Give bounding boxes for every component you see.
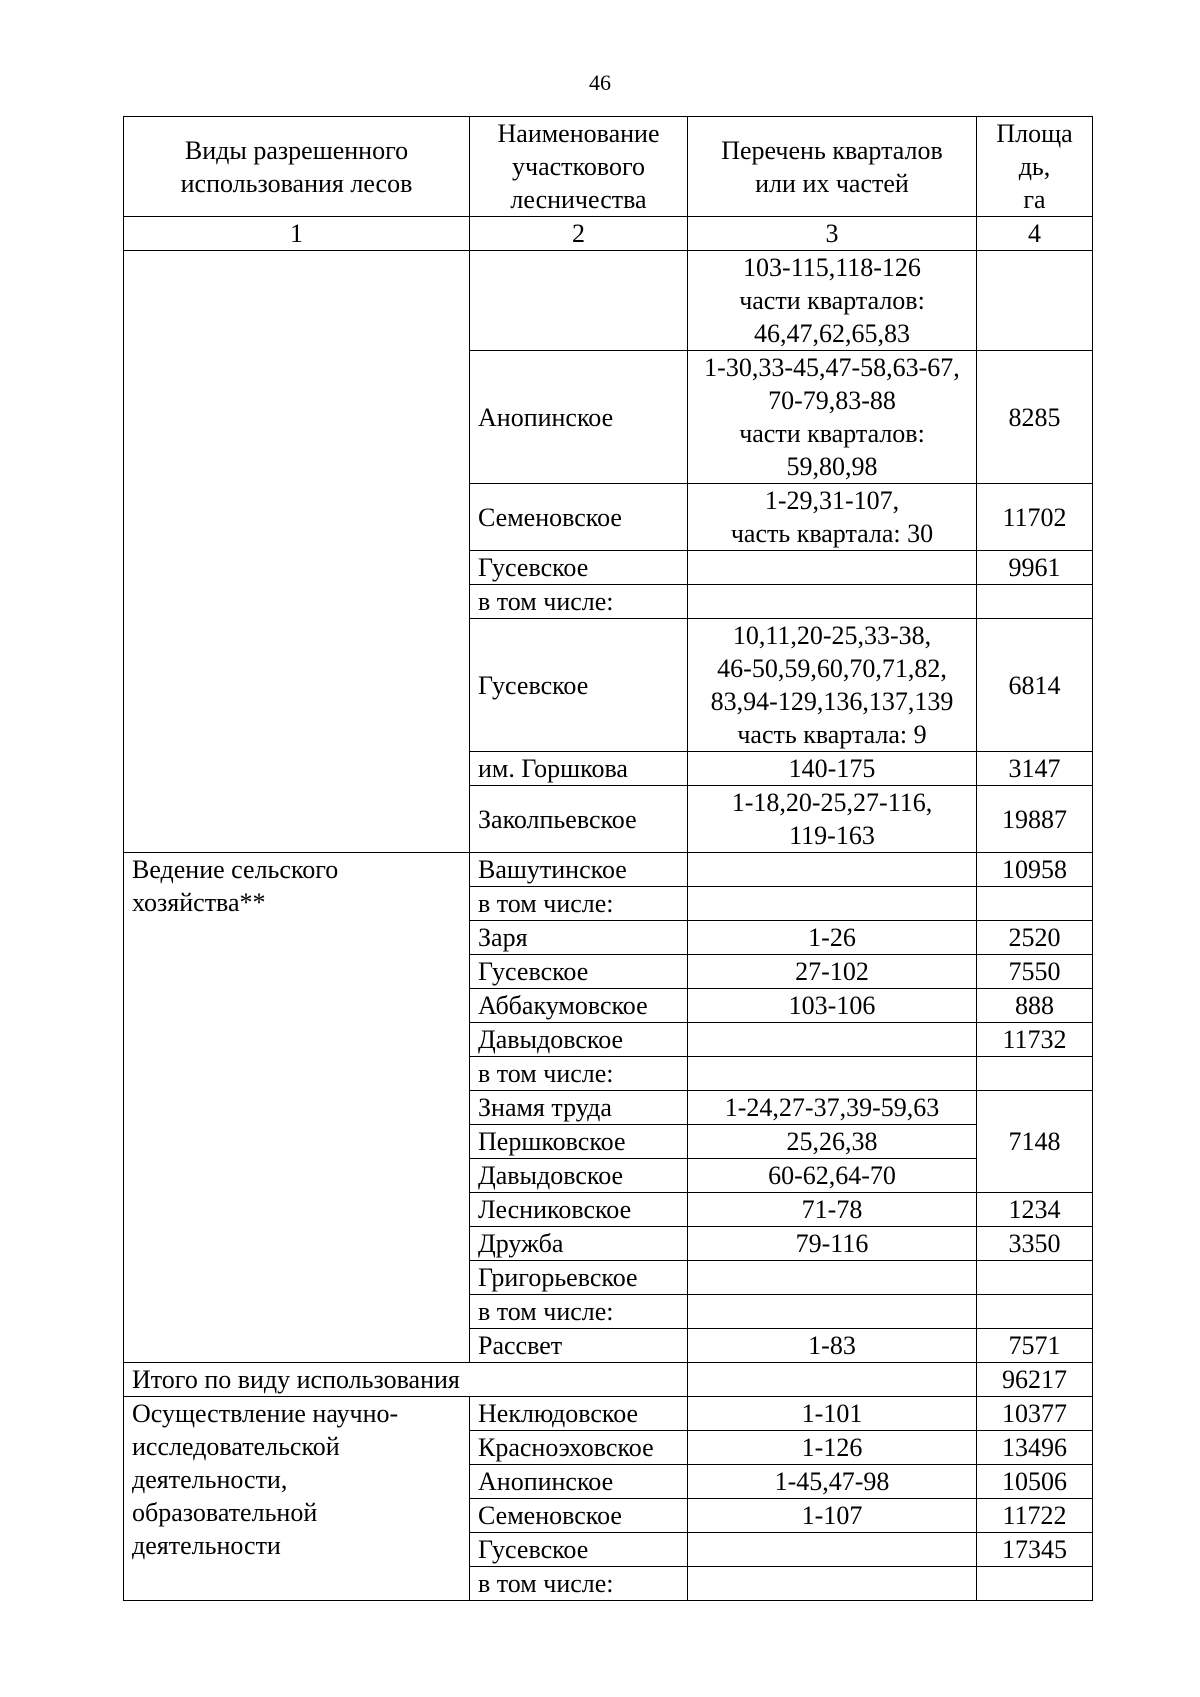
table-column-numbers-row [124,217,1093,251]
area-cell: 6814 [977,619,1093,752]
area-cell: 1234 [977,1193,1093,1227]
quarters-cell [688,1295,977,1329]
quarters-cell: 1-126 [688,1431,977,1465]
area-cell: 7571 [977,1329,1093,1363]
area-cell: 19887 [977,786,1093,853]
use-type-cell [124,251,470,853]
area-cell: 10377 [977,1397,1093,1431]
area-cell: 888 [977,989,1093,1023]
forest-use-table [123,116,1093,1601]
quarters-cell: 1-107 [688,1499,977,1533]
header-forestry-name: Наименование участкового лесничества [470,117,688,217]
quarters-cell: 1-26 [688,921,977,955]
quarters-cell: 25,26,38 [688,1125,977,1159]
forestry-cell: Давыдовское [470,1159,688,1193]
header-use-type: Виды разрешенного использования лесов [124,117,470,217]
quarters-cell [688,585,977,619]
quarters-cell: 1-18,20-25,27-116, 119-163 [688,786,977,853]
area-cell [977,1567,1093,1601]
total-label-cell: Итого по виду использования [124,1363,688,1397]
total-area-cell: 96217 [977,1363,1093,1397]
area-cell: 8285 [977,351,1093,484]
column-number: 4 [977,217,1093,251]
quarters-cell: 71-78 [688,1193,977,1227]
quarters-cell: 1-83 [688,1329,977,1363]
forestry-cell: Гусевское [470,1533,688,1567]
use-type-cell: Ведение сельского хозяйства** [124,853,470,1363]
quarters-cell: 79-116 [688,1227,977,1261]
column-number: 2 [470,217,688,251]
forestry-cell: Заря [470,921,688,955]
area-cell: 3350 [977,1227,1093,1261]
quarters-cell: 10,11,20-25,33-38, 46-50,59,60,70,71,82, 83,94-129,136,137,139 часть квартала: 9 [688,619,977,752]
use-type-cell: Осуществление научно- исследовательской деятельности, образовательной деятельности [124,1397,470,1601]
area-cell [977,1261,1093,1295]
table-row [124,251,1093,351]
quarters-cell [688,853,977,887]
page-number: 46 [589,70,611,95]
area-cell: 11702 [977,484,1093,551]
quarters-cell: 1-30,33-45,47-58,63-67, 70-79,83-88 части кварталов: 59,80,98 [688,351,977,484]
forestry-cell: Семеновское [470,484,688,551]
quarters-cell [688,1567,977,1601]
quarters-cell: 103-106 [688,989,977,1023]
quarters-cell [688,1533,977,1567]
header-quarters-list: Перечень кварталов или их частей [688,117,977,217]
forestry-cell: Вашутинское [470,853,688,887]
area-cell: 3147 [977,752,1093,786]
forestry-cell: в том числе: [470,585,688,619]
column-number: 3 [688,217,977,251]
area-cell [977,1057,1093,1091]
forestry-cell: Дружба [470,1227,688,1261]
quarters-cell [688,1261,977,1295]
area-cell: 11722 [977,1499,1093,1533]
quarters-cell [688,1023,977,1057]
quarters-cell: 60-62,64-70 [688,1159,977,1193]
area-cell [977,585,1093,619]
area-cell: 2520 [977,921,1093,955]
area-cell [977,887,1093,921]
quarters-cell: 1-29,31-107, часть квартала: 30 [688,484,977,551]
area-cell: 7148 [977,1091,1093,1193]
area-cell: 9961 [977,551,1093,585]
area-cell [977,251,1093,351]
forestry-cell: Гусевское [470,551,688,585]
forestry-cell: Семеновское [470,1499,688,1533]
quarters-cell: 27-102 [688,955,977,989]
quarters-cell [688,1363,977,1397]
quarters-cell: 1-45,47-98 [688,1465,977,1499]
forestry-cell: Гусевское [470,955,688,989]
area-cell [977,1295,1093,1329]
area-cell: 10506 [977,1465,1093,1499]
forestry-cell: в том числе: [470,1295,688,1329]
forestry-cell: Рассвет [470,1329,688,1363]
quarters-cell: 1-101 [688,1397,977,1431]
area-cell: 17345 [977,1533,1093,1567]
forestry-cell: Григорьевское [470,1261,688,1295]
forestry-cell: в том числе: [470,887,688,921]
table-row [124,1397,1093,1431]
area-cell: 11732 [977,1023,1093,1057]
quarters-cell: 1-24,27-37,39-59,63 [688,1091,977,1125]
forestry-cell: Лесниковское [470,1193,688,1227]
forestry-cell: в том числе: [470,1567,688,1601]
quarters-cell [688,1057,977,1091]
forestry-cell: Давыдовское [470,1023,688,1057]
forestry-cell: Неклюдовское [470,1397,688,1431]
forestry-cell: Знамя труда [470,1091,688,1125]
area-cell: 13496 [977,1431,1093,1465]
forestry-cell: им. Горшкова [470,752,688,786]
forestry-cell: Першковское [470,1125,688,1159]
forestry-cell [470,251,688,351]
quarters-cell: 103-115,118-126 части кварталов: 46,47,62,65,83 [688,251,977,351]
table-total-row [124,1363,1093,1397]
area-cell: 7550 [977,955,1093,989]
forestry-cell: Аббакумовское [470,989,688,1023]
forestry-cell: Заколпьевское [470,786,688,853]
table-header-row [124,117,1093,217]
forestry-cell: Красноэховское [470,1431,688,1465]
quarters-cell [688,887,977,921]
forestry-cell: Анопинское [470,351,688,484]
forestry-cell: Гусевское [470,619,688,752]
area-cell: 10958 [977,853,1093,887]
quarters-cell: 140-175 [688,752,977,786]
forestry-cell: в том числе: [470,1057,688,1091]
quarters-cell [688,551,977,585]
table-row [124,853,1093,887]
forestry-cell: Анопинское [470,1465,688,1499]
header-area: Площа дь, га [977,117,1093,217]
column-number: 1 [124,217,470,251]
